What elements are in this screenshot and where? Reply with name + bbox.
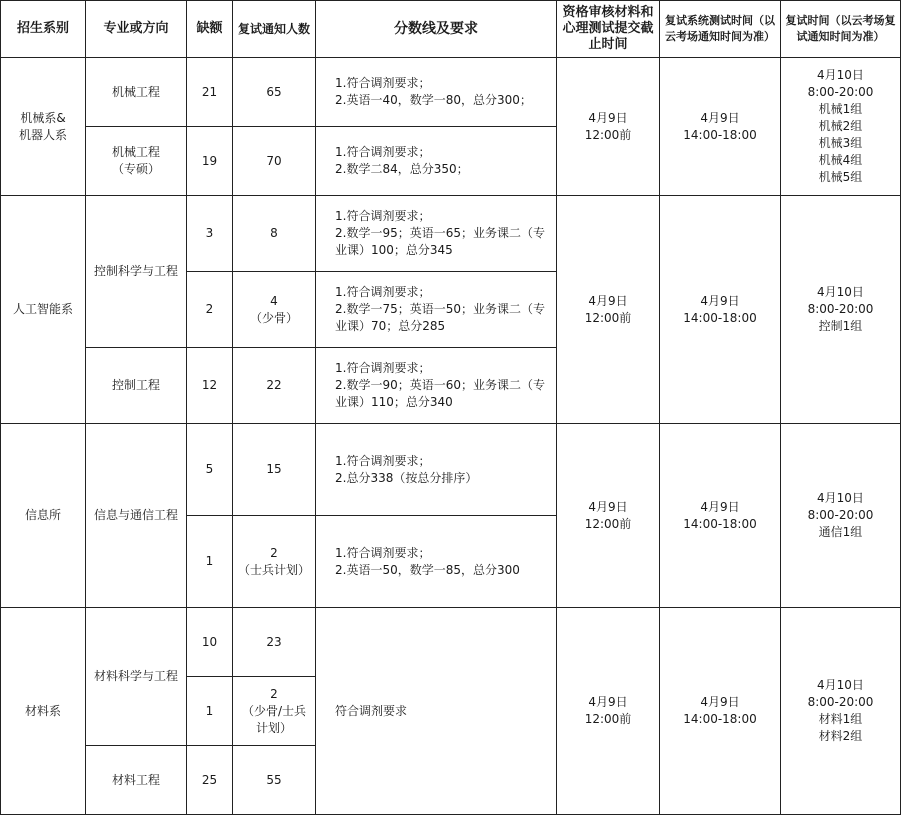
vacancies-ai-3: 12 xyxy=(187,348,233,424)
interview-materials: 4月10日 8:00-20:00 材料1组 材料2组 xyxy=(781,608,901,815)
requirements-ai-1: 1.符合调剂要求； 2.数学一95；英语一65；业务课二（专业课）100；总分345 xyxy=(316,196,557,272)
header-interview-time: 复试时间（以云考场复试通知时间为准） xyxy=(781,0,901,58)
major-info: 信息与通信工程 xyxy=(86,424,187,608)
notified-ai-2: 4 （少骨） xyxy=(233,272,316,348)
header-system-test: 复试系统测试时间（以云考场通知时间为准） xyxy=(660,0,781,58)
header-department: 招生系别 xyxy=(0,0,86,58)
vacancies-materials-1: 10 xyxy=(187,608,233,677)
notified-materials-1: 23 xyxy=(233,608,316,677)
header-notified: 复试通知人数 xyxy=(233,0,316,58)
notified-materials-3: 55 xyxy=(233,746,316,815)
deadline-mech: 4月9日 12:00前 xyxy=(557,58,660,196)
system-test-ai: 4月9日 14:00-18:00 xyxy=(660,196,781,424)
notified-mech-1: 65 xyxy=(233,58,316,127)
vacancies-materials-2: 1 xyxy=(187,677,233,746)
system-test-info: 4月9日 14:00-18:00 xyxy=(660,424,781,608)
requirements-info-1: 1.符合调剂要求； 2.总分338（按总分排序） xyxy=(316,424,557,516)
requirements-materials: 符合调剂要求 xyxy=(316,608,557,815)
notified-info-1: 15 xyxy=(233,424,316,516)
requirements-ai-3: 1.符合调剂要求； 2.数学一90；英语一60；业务课二（专业课）110；总分340 xyxy=(316,348,557,424)
dept-materials: 材料系 xyxy=(0,608,86,815)
requirements-mech-1: 1.符合调剂要求； 2.英语一40，数学一80，总分300； xyxy=(316,58,557,127)
major-ai-control-eng: 控制工程 xyxy=(86,348,187,424)
major-materials-eng: 材料工程 xyxy=(86,746,187,815)
dept-mech: 机械系& 机器人系 xyxy=(0,58,86,196)
interview-mech: 4月10日 8:00-20:00 机械1组 机械2组 机械3组 机械4组 机械5组 xyxy=(781,58,901,196)
header-requirements: 分数线及要求 xyxy=(316,0,557,58)
deadline-info: 4月9日 12:00前 xyxy=(557,424,660,608)
vacancies-ai-1: 3 xyxy=(187,196,233,272)
vacancies-info-1: 5 xyxy=(187,424,233,516)
header-material-deadline: 资格审核材料和心理测试提交截止时间 xyxy=(557,0,660,58)
major-mech-2: 机械工程 （专硕） xyxy=(86,127,187,196)
major-mech-1: 机械工程 xyxy=(86,58,187,127)
requirements-info-2: 1.符合调剂要求； 2.英语一50，数学一85，总分300 xyxy=(316,516,557,608)
major-ai-control-science: 控制科学与工程 xyxy=(86,196,187,348)
deadline-materials: 4月9日 12:00前 xyxy=(557,608,660,815)
vacancies-mech-2: 19 xyxy=(187,127,233,196)
notified-ai-3: 22 xyxy=(233,348,316,424)
header-major: 专业或方向 xyxy=(86,0,187,58)
notified-info-2: 2 （士兵计划） xyxy=(233,516,316,608)
vacancies-info-2: 1 xyxy=(187,516,233,608)
notified-mech-2: 70 xyxy=(233,127,316,196)
system-test-mech: 4月9日 14:00-18:00 xyxy=(660,58,781,196)
requirements-ai-2: 1.符合调剂要求； 2.数学一75；英语一50；业务课二（专业课）70；总分285 xyxy=(316,272,557,348)
vacancies-ai-2: 2 xyxy=(187,272,233,348)
header-vacancies: 缺额 xyxy=(187,0,233,58)
interview-ai: 4月10日 8:00-20:00 控制1组 xyxy=(781,196,901,424)
dept-info: 信息所 xyxy=(0,424,86,608)
vacancies-mech-1: 21 xyxy=(187,58,233,127)
notified-materials-2: 2 （少骨/士兵 计划） xyxy=(233,677,316,746)
system-test-materials: 4月9日 14:00-18:00 xyxy=(660,608,781,815)
deadline-ai: 4月9日 12:00前 xyxy=(557,196,660,424)
dept-ai: 人工智能系 xyxy=(0,196,86,424)
notified-ai-1: 8 xyxy=(233,196,316,272)
major-materials-science: 材料科学与工程 xyxy=(86,608,187,746)
requirements-mech-2: 1.符合调剂要求； 2.数学二84，总分350； xyxy=(316,127,557,196)
interview-info: 4月10日 8:00-20:00 通信1组 xyxy=(781,424,901,608)
vacancies-materials-3: 25 xyxy=(187,746,233,815)
